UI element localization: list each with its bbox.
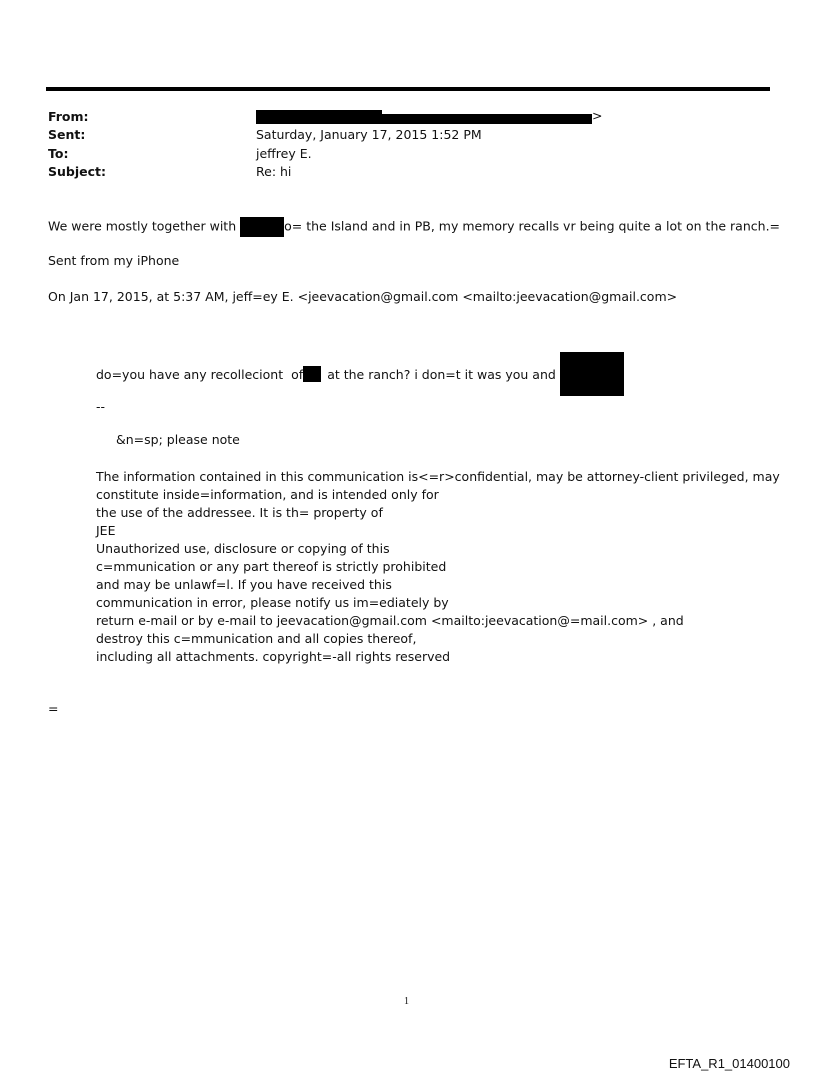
disclaimer-line: JEE [96,523,116,538]
disclaimer-line: Unauthorized use, disclosure or copying of this [96,541,390,556]
quoted-text-a: do=you have any recolleciont [96,366,284,382]
quoted-text-c: at the ranch? i don=t it was you and [327,366,556,382]
disclaimer-line: including all attachments. copyright=-all rights reserved [96,649,451,664]
disclaimer-line: destroy this c=mmunication and all copies thereof, [96,631,417,646]
disclaimer-line: return e-mail or by e-mail to jeevacation@gmail.com <mailto:jeevacation@=mail.com> , and [96,613,684,628]
from-value-tail: > [592,108,603,123]
disclaimer-line: and may be unlawf=l. If you have received this [96,577,392,592]
disclaimer [96,468,780,666]
disclaimer-line: the use of the addressee. It is th= property of [96,505,383,520]
document-id: EFTA_R1_01400100 [668,1056,790,1071]
quote-intro: On Jan 17, 2015, at 5:37 AM, jeff=ey E. <jeevacation@gmail.com <mailto:jeevacation@gmail.com> [48,289,678,304]
redaction-box [240,217,284,237]
quoted-text-b: of [291,366,304,382]
quoted-message [96,352,624,396]
sent-value: Saturday, January 17, 2015 1:52 PM [256,127,482,142]
body-line-1 [48,217,780,237]
redaction-box [560,352,624,396]
subject-value: Re: hi [256,164,292,179]
redaction-box [382,114,592,124]
from-value [256,108,602,124]
body-line-1-b: o= the Island and in PB, my memory recalls vr being quite a lot on the ranch.= [284,218,781,234]
page-number: 1 [404,996,409,1007]
from-label: From: [48,109,89,124]
disclaimer-line: constitute inside=information, and is intended only for [96,487,439,502]
header-rule [46,87,770,91]
body-line-1-a: We were mostly together with [48,218,237,234]
to-label: To: [48,146,69,161]
to-value: jeffrey E. [256,146,312,161]
disclaimer-line: c=mmunication or any part thereof is strictly prohibited [96,559,447,574]
redaction-box [256,110,382,124]
please-note: &n=sp; please note [116,432,240,447]
subject-label: Subject: [48,164,106,179]
sent-from-line: Sent from my iPhone [48,253,180,268]
disclaimer-line: The information contained in this communication is<=r>confidential, may be attorney-client privileged, may [96,469,780,484]
redaction-box [303,366,321,382]
trailing-equals: = [48,701,59,716]
sent-label: Sent: [48,127,86,142]
signature-dashes: -- [96,399,106,414]
disclaimer-line: communication in error, please notify us im=ediately by [96,595,449,610]
